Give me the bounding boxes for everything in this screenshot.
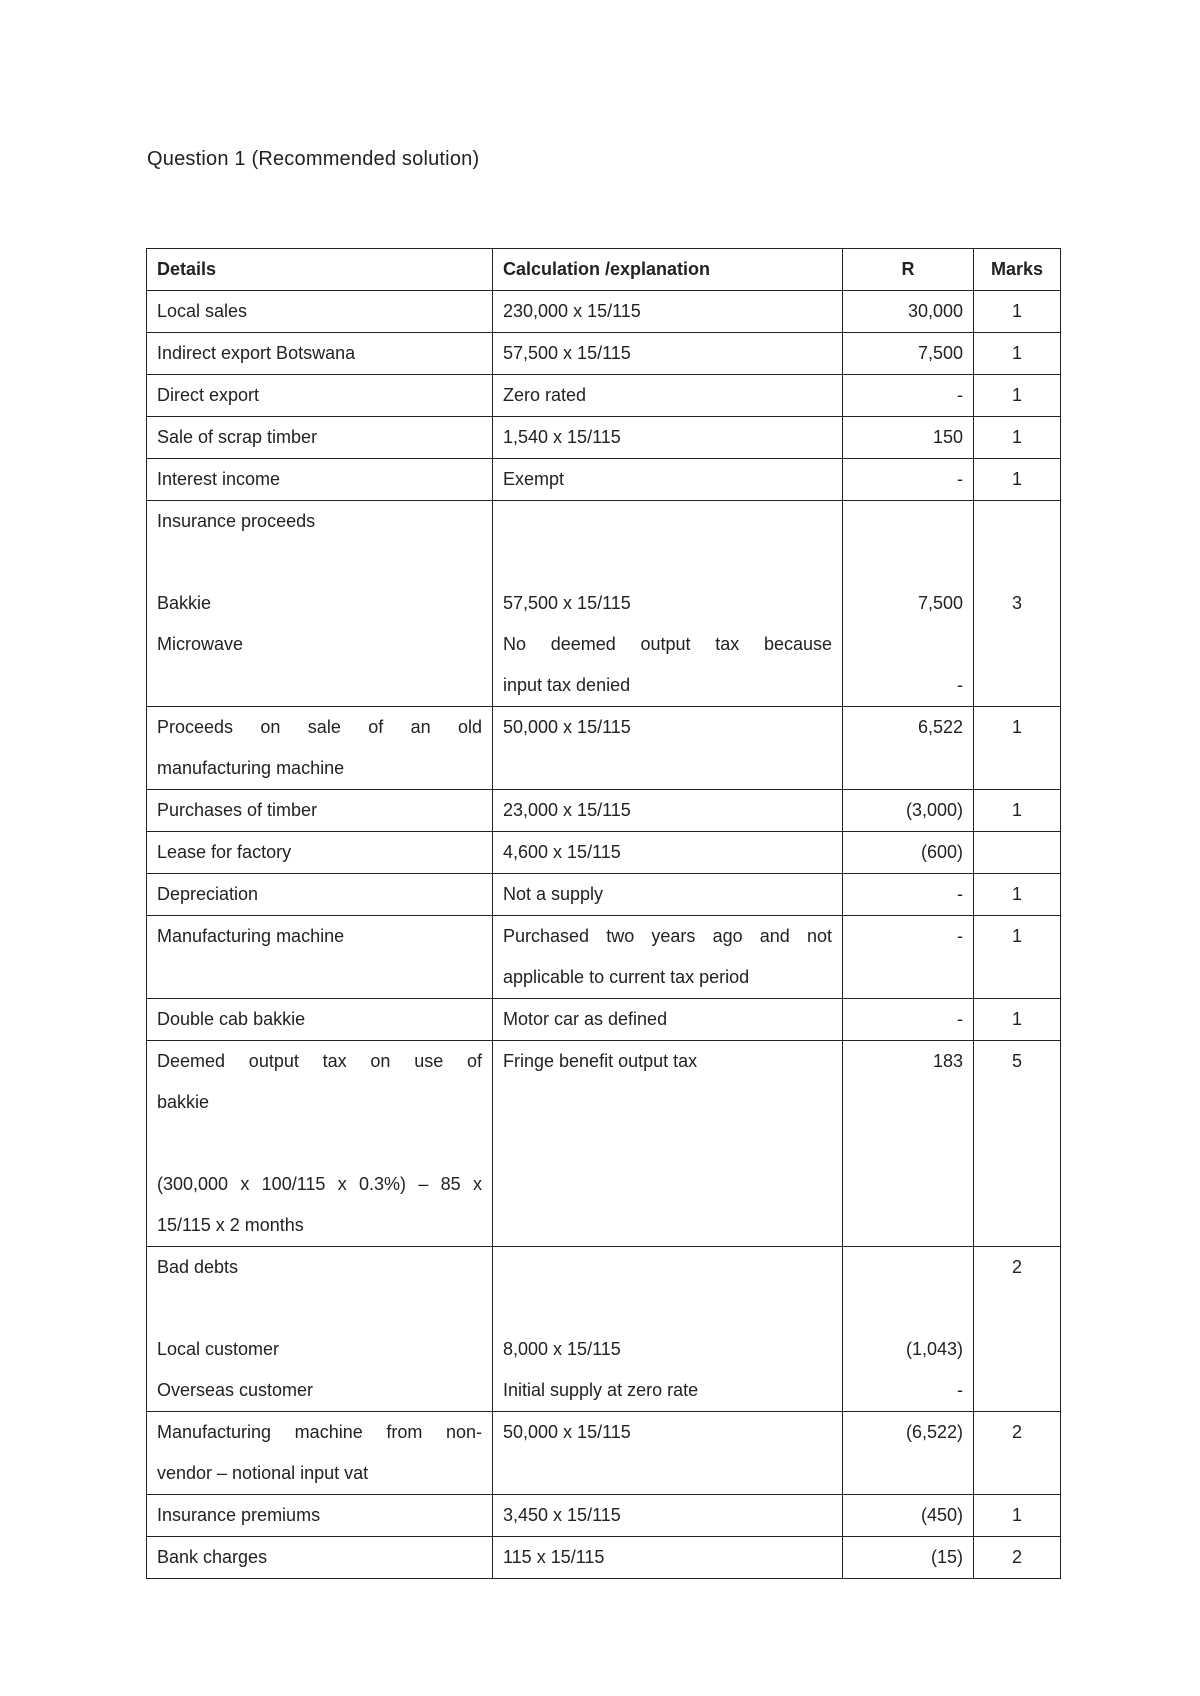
cell-marks: 1: [974, 291, 1061, 333]
table-row: [147, 707, 1061, 790]
solution-table: [146, 248, 1061, 1579]
cell-details: Sale of scrap timber: [147, 417, 493, 459]
cell-marks-value: 3: [1011, 593, 1022, 613]
cell-details: Local sales: [147, 291, 493, 333]
formula-line: (300,000 x 100/115 x 0.3%) – 85 x: [157, 1174, 482, 1194]
table-row: [147, 874, 1061, 916]
cell-calculation: 50,000 x 15/115: [493, 707, 843, 790]
cell-calculation-line: Purchased two years ago and not: [503, 926, 832, 946]
table-row: [147, 417, 1061, 459]
cell-calculation: 115 x 15/115: [493, 1537, 843, 1579]
header-marks: Marks: [974, 249, 1061, 291]
cell-marks: 1: [974, 999, 1061, 1041]
cell-calculation: [493, 1247, 843, 1412]
sub-item-calculation: No deemed output tax because: [503, 634, 832, 654]
cell-calculation: Exempt: [493, 459, 843, 501]
sub-item-amount: -: [957, 675, 963, 695]
cell-details-line: Manufacturing machine from non-: [157, 1422, 482, 1442]
cell-details-line: manufacturing machine: [157, 758, 345, 778]
cell-details-line: Proceeds on sale of an old: [157, 717, 482, 737]
table-row: [147, 832, 1061, 874]
table-row: [147, 1537, 1061, 1579]
cell-details-line: Deemed output tax on use of: [157, 1051, 482, 1071]
cell-amount: (600): [843, 832, 974, 874]
cell-details-line: bakkie: [157, 1092, 210, 1112]
cell-amount: 150: [843, 417, 974, 459]
cell-calculation: 50,000 x 15/115: [493, 1412, 843, 1495]
cell-amount: (450): [843, 1495, 974, 1537]
cell-marks: 2: [974, 1537, 1061, 1579]
sub-item-calculation: 57,500 x 15/115: [503, 593, 631, 613]
cell-marks: 1: [974, 459, 1061, 501]
cell-calculation: 23,000 x 15/115: [493, 790, 843, 832]
page-heading: Question 1 (Recommended solution): [147, 148, 480, 170]
cell-marks: [974, 832, 1061, 874]
table-row: [147, 501, 1061, 707]
cell-amount: [843, 501, 974, 707]
cell-details: Manufacturing machine: [147, 916, 493, 999]
cell-details: Bank charges: [147, 1537, 493, 1579]
cell-marks: [974, 501, 1061, 707]
table-row: [147, 1412, 1061, 1495]
cell-marks: 2: [974, 1247, 1061, 1412]
table-row: [147, 291, 1061, 333]
table-row: [147, 790, 1061, 832]
table-row: [147, 1247, 1061, 1412]
cell-amount: -: [843, 375, 974, 417]
cell-marks: 1: [974, 916, 1061, 999]
cell-details: Indirect export Botswana: [147, 333, 493, 375]
sub-item-label: Microwave: [157, 634, 244, 654]
cell-calculation-line: applicable to current tax period: [503, 967, 750, 987]
sub-item-calculation: 8,000 x 15/115: [503, 1339, 621, 1359]
cell-details: Purchases of timber: [147, 790, 493, 832]
cell-marks: 2: [974, 1412, 1061, 1495]
cell-amount: [843, 1247, 974, 1412]
table-row: [147, 999, 1061, 1041]
cell-details-line: vendor – notional input vat: [157, 1463, 369, 1483]
formula-line: 15/115 x 2 months: [157, 1215, 304, 1235]
cell-calculation: Motor car as defined: [493, 999, 843, 1041]
cell-details-heading: Bad debts: [157, 1257, 239, 1277]
cell-details: Interest income: [147, 459, 493, 501]
cell-amount: -: [843, 874, 974, 916]
cell-amount: 7,500: [843, 333, 974, 375]
cell-marks: 1: [974, 707, 1061, 790]
cell-calculation: Not a supply: [493, 874, 843, 916]
cell-details: Direct export: [147, 375, 493, 417]
cell-calculation: [493, 501, 843, 707]
sub-item-amount: (1,043): [905, 1339, 963, 1359]
cell-marks: 5: [974, 1041, 1061, 1247]
sub-item-label: Bakkie: [157, 593, 212, 613]
table-row: [147, 1041, 1061, 1247]
cell-calculation: 57,500 x 15/115: [493, 333, 843, 375]
sub-item-amount: -: [957, 1380, 963, 1400]
cell-details: [147, 501, 493, 707]
sub-item-calculation: Initial supply at zero rate: [503, 1380, 699, 1400]
cell-amount: 183: [843, 1041, 974, 1247]
cell-details: Lease for factory: [147, 832, 493, 874]
cell-amount: (6,522): [843, 1412, 974, 1495]
sub-item-label: Overseas customer: [157, 1380, 314, 1400]
cell-calculation: 230,000 x 15/115: [493, 291, 843, 333]
table-row: [147, 459, 1061, 501]
sub-item-label: Local customer: [157, 1339, 280, 1359]
cell-calculation: 1,540 x 15/115: [493, 417, 843, 459]
cell-details: Double cab bakkie: [147, 999, 493, 1041]
cell-details: [147, 1041, 493, 1247]
cell-amount: (3,000): [843, 790, 974, 832]
table-row: [147, 333, 1061, 375]
cell-marks: 1: [974, 333, 1061, 375]
cell-marks: 1: [974, 375, 1061, 417]
cell-calculation: 4,600 x 15/115: [493, 832, 843, 874]
header-calculation: Calculation /explanation: [493, 249, 843, 291]
header-amount: R: [843, 249, 974, 291]
cell-marks: 1: [974, 790, 1061, 832]
cell-amount: -: [843, 916, 974, 999]
cell-amount: 30,000: [843, 291, 974, 333]
cell-marks: 1: [974, 417, 1061, 459]
cell-amount: -: [843, 459, 974, 501]
sub-item-calculation: input tax denied: [503, 675, 631, 695]
cell-details-heading: Insurance proceeds: [157, 511, 316, 531]
table-row: [147, 1495, 1061, 1537]
table-row: [147, 916, 1061, 999]
cell-details: [147, 707, 493, 790]
cell-details: [147, 1247, 493, 1412]
cell-marks: 1: [974, 874, 1061, 916]
cell-details: [147, 1412, 493, 1495]
cell-calculation: Fringe benefit output tax: [493, 1041, 843, 1247]
cell-calculation: [493, 916, 843, 999]
sub-item-amount: 7,500: [917, 593, 963, 613]
cell-amount: (15): [843, 1537, 974, 1579]
cell-amount: -: [843, 999, 974, 1041]
cell-details: Depreciation: [147, 874, 493, 916]
cell-details: Insurance premiums: [147, 1495, 493, 1537]
cell-marks: 1: [974, 1495, 1061, 1537]
cell-calculation: Zero rated: [493, 375, 843, 417]
table-header-row: [147, 249, 1061, 291]
table-row: [147, 375, 1061, 417]
cell-amount: 6,522: [843, 707, 974, 790]
header-details: Details: [147, 249, 493, 291]
cell-calculation: 3,450 x 15/115: [493, 1495, 843, 1537]
